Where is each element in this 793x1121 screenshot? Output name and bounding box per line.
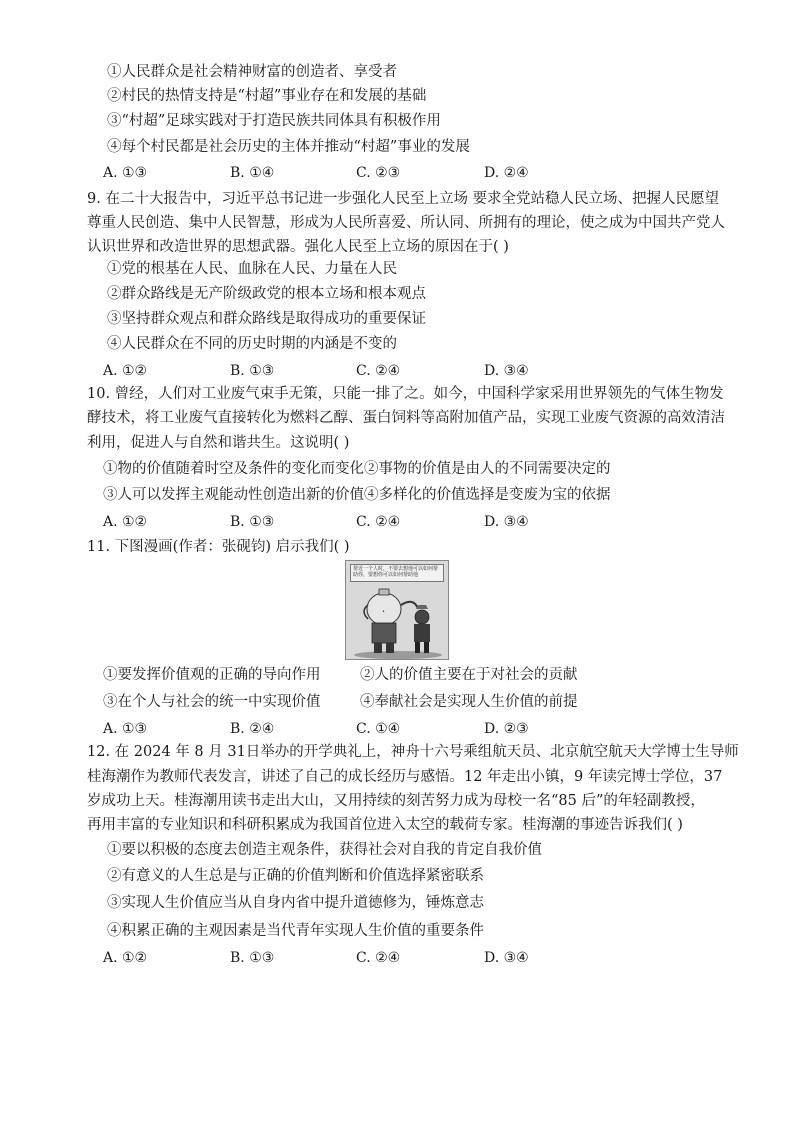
svg-text:•: •: [382, 609, 385, 615]
q9-statement-3: ③坚持群众观点和群众路线是取得成功的重要保证: [107, 311, 426, 327]
q9-option-a: A. ①②: [103, 363, 148, 379]
q8-option-c: C. ②③: [356, 165, 401, 181]
q11-statement-3: ③在个人与社会的统一中实现价值: [103, 694, 321, 710]
q8-statement-2: ②村民的热情支持是“村超”事业存在和发展的基础: [107, 88, 427, 104]
q12-stem-line-4: 再用丰富的专业知识和科研积累成为我国首位进入太空的载荷专家。桂海潮的事迹告诉我们( ): [87, 817, 683, 833]
q10-statements-3-4: ③人可以发挥主观能动性创造出新的价值④多样化的价值选择是变废为宝的依据: [103, 487, 611, 503]
q12-option-b: B. ①③: [230, 950, 275, 966]
q12-option-c: C. ②④: [356, 950, 401, 966]
q12-stem-line-1: 12. 在 2024 年 8 月 31日举办的开学典礼上，神舟十六号乘组航天员、北京航空航天大学博士生导师: [87, 744, 739, 760]
q9-option-c: C. ②④: [356, 363, 401, 379]
q10-stem-line-2: 酵技术，将工业废气直接转化为燃料乙醇、蛋白饲料等高附加值产品，实现工业废气资源的高效清洁: [87, 410, 725, 426]
q11-option-a: A. ①③: [103, 721, 148, 737]
q10-statements-1-2: ①物的价值随着时空及条件的变化而变化②事物的价值是由人的不同需要决定的: [103, 461, 611, 477]
cartoon-drawing: [346, 561, 449, 660]
q12-statement-4: ④积累正确的主观因素是当代青年实现人生价值的重要条件: [107, 923, 484, 939]
q8-option-a: A. ①③: [103, 165, 148, 181]
q9-option-d: D. ③④: [484, 363, 529, 379]
q9-stem-line-3: 认识世界和改造世界的思想武器。强化人民至上立场的原因在于( ): [87, 239, 509, 255]
q11-stem-line-1: 11. 下图漫画(作者：张砚钧) 启示我们( ): [87, 539, 350, 555]
q10-option-a: A. ①②: [103, 514, 148, 530]
q11-statement-4: ④奉献社会是实现人生价值的前提: [360, 694, 578, 710]
cartoon-caption: 帮近一个人时，不要去想他可以如何帮助你，要想你可以如何帮助他: [350, 564, 444, 582]
q11-statement-2: ②人的价值主要在于对社会的贡献: [360, 667, 578, 683]
q9-statement-1: ①党的根基在人民、血脉在人民、力量在人民: [107, 261, 397, 277]
q12-option-a: A. ①②: [103, 950, 148, 966]
q9-option-b: B. ①③: [230, 363, 275, 379]
q11-option-b: B. ②④: [230, 721, 275, 737]
q10-option-c: C. ②④: [356, 514, 401, 530]
q12-statement-3: ③实现人生价值应当从自身内省中提升道德修为，锤炼意志: [107, 895, 484, 911]
q11-statement-1: ①要发挥价值观的正确的导向作用: [103, 667, 321, 683]
q9-stem-line-2: 尊重人民创造、集中人民智慧，形成为人民所喜爱、所认同、所拥有的理论，使之成为中国共产党人: [87, 215, 725, 231]
q8-statement-1: ①人民群众是社会精神财富的创造者、享受者: [107, 64, 397, 80]
q11-option-c: C. ①④: [356, 721, 401, 737]
q11-option-d: D. ②③: [484, 721, 529, 737]
q12-stem-line-2: 桂海潮作为教师代表发言，讲述了自己的成长经历与感悟。12 年走出小镇，9 年读完博士学位，37: [87, 769, 723, 785]
q12-statement-2: ②有意义的人生总是与正确的价值判断和价值选择紧密联系: [107, 868, 484, 884]
q10-stem-line-1: 10. 曾经，人们对工业废气束手无策，只能一排了之。如今，中国科学家采用世界领先的气体生物发: [87, 386, 724, 402]
q12-stem-line-3: 岁成功上天。桂海潮用读书走出大山，又用持续的刻苦努力成为母校一名“85 后”的年轻副教授，: [87, 793, 705, 809]
q8-option-d: D. ②④: [484, 165, 529, 181]
q12-statement-1: ①要以积极的态度去创造主观条件，获得社会对自我的肯定自我价值: [107, 842, 542, 858]
q9-statement-4: ④人民群众在不同的历史时期的内涵是不变的: [107, 336, 397, 352]
q12-option-d: D. ③④: [484, 950, 529, 966]
q9-statement-2: ②群众路线是无产阶级政党的根本立场和根本观点: [107, 286, 426, 302]
q10-stem-line-3: 利用，促进人与自然和谐共生。这说明( ): [87, 435, 350, 451]
q10-option-b: B. ①③: [230, 514, 275, 530]
cartoon-image: [345, 560, 449, 660]
q9-stem-line-1: 9. 在二十大报告中，习近平总书记进一步强化人民至上立场 要求全党站稳人民立场、把握人民愿望: [87, 191, 720, 207]
q8-statement-4: ④每个村民都是社会历史的主体并推动“村超”事业的发展: [107, 139, 470, 155]
q10-option-d: D. ③④: [484, 514, 529, 530]
q8-statement-3: ③“村超”足球实践对于打造民族共同体具有积极作用: [107, 113, 441, 129]
q8-option-b: B. ①④: [230, 165, 275, 181]
